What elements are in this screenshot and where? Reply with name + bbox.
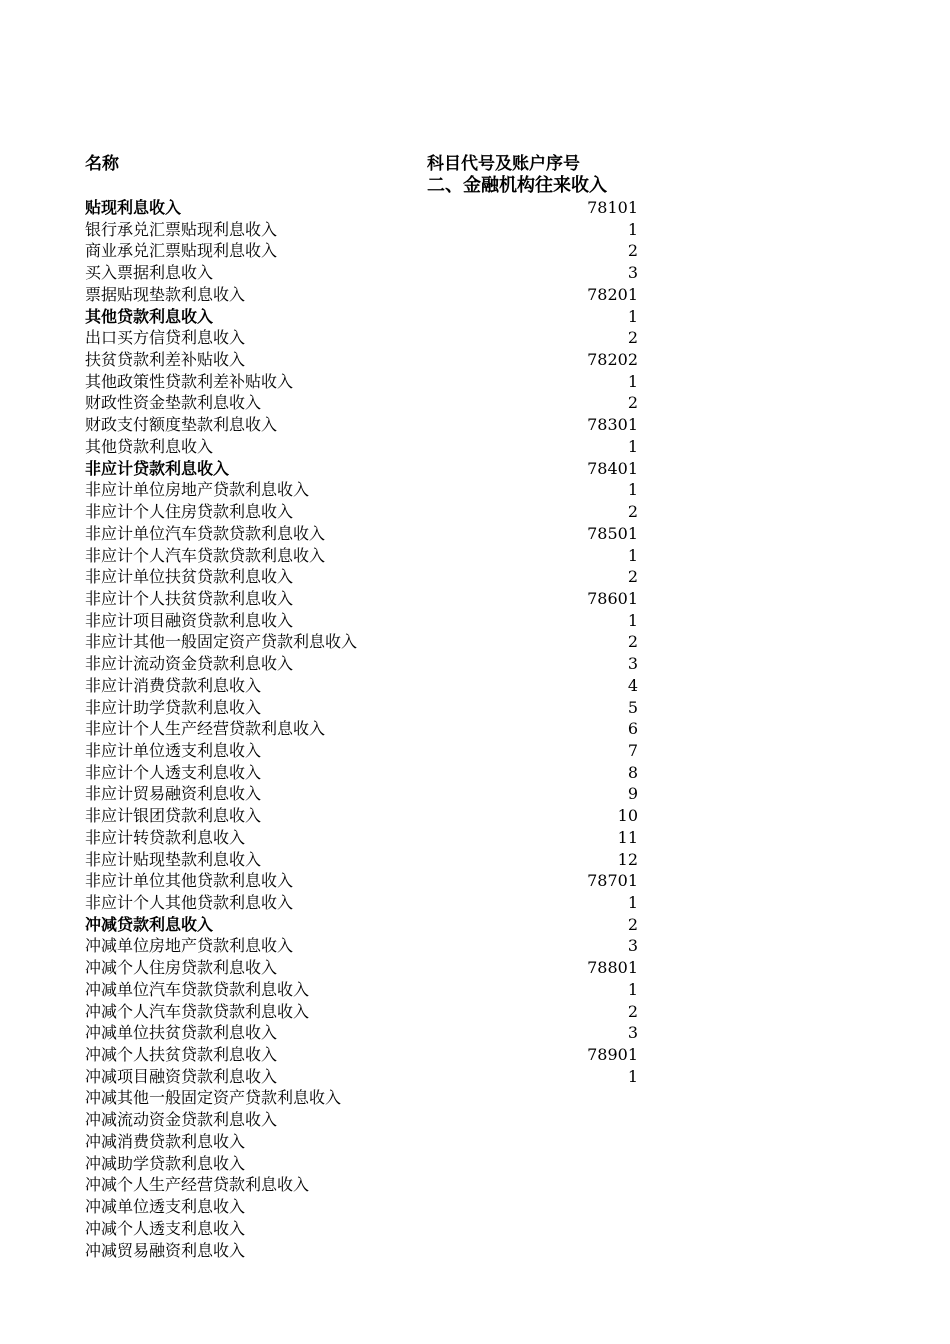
account-code: 78801 [587,958,638,978]
account-name: 票据贴现垫款利息收入 [85,284,246,304]
account-name: 冲减单位汽车贷款贷款利息收入 [85,979,310,999]
account-code: 1 [627,979,638,999]
account-name: 冲减个人透支利息收入 [85,1218,246,1238]
account-code: 2 [627,393,638,413]
account-name: 非应计单位透支利息收入 [85,740,262,760]
account-code: 78401 [587,458,638,478]
account-code: 1 [627,436,638,456]
account-name: 其他贷款利息收入 [85,436,214,456]
category-name: 冲减贷款利息收入 [85,914,214,934]
account-name: 非应计贸易融资利息收入 [85,784,262,804]
account-code: 9 [627,784,638,804]
account-name: 买入票据利息收入 [85,263,214,283]
account-code: 2 [627,241,638,261]
account-code: 1 [627,1066,638,1086]
account-name: 冲减助学贷款利息收入 [85,1153,246,1173]
category-name: 贴现利息收入 [85,198,182,217]
account-code: 11 [617,827,638,847]
account-name: 非应计个人透支利息收入 [85,762,262,782]
account-name: 冲减贸易融资利息收入 [85,1240,246,1260]
account-code: 78601 [587,588,638,608]
account-code: 78701 [587,871,638,891]
account-name: 非应计助学贷款利息收入 [85,697,262,717]
account-name: 冲减单位透支利息收入 [85,1197,246,1217]
account-name: 非应计转贷款利息收入 [85,827,246,847]
category-name: 其他贷款利息收入 [85,306,214,326]
account-code: 1 [627,610,638,630]
code-column [440,197,638,1087]
account-name: 冲减流动资金贷款利息收入 [85,1110,278,1130]
account-code: 4 [627,675,638,695]
account-name: 银行承兑汇票贴现利息收入 [85,219,278,239]
account-code: 3 [627,936,638,956]
account-name: 非应计消费贷款利息收入 [85,675,262,695]
account-name: 扶贫贷款利差补贴收入 [85,350,246,370]
account-code: 3 [627,263,638,283]
account-name: 非应计单位房地产贷款利息收入 [85,480,310,500]
account-code: 2 [627,502,638,522]
account-name: 非应计个人其他贷款利息收入 [85,893,294,912]
account-name: 非应计流动资金贷款利息收入 [85,654,294,674]
account-name: 财政性资金垫款利息收入 [85,393,262,413]
account-name: 非应计银团贷款利息收入 [85,806,262,826]
account-code: 1 [627,219,638,239]
account-code: 78201 [587,284,638,304]
account-code: 12 [617,849,638,869]
account-name: 出口买方信贷利息收入 [85,328,246,348]
account-code: 78301 [587,415,638,435]
account-name: 冲减个人扶贫贷款利息收入 [85,1045,278,1065]
account-code: 2 [627,1001,638,1021]
account-code: 78101 [587,198,638,217]
account-name: 非应计单位扶贫贷款利息收入 [85,567,294,587]
account-name: 冲减消费贷款利息收入 [85,1131,246,1151]
account-code: 78901 [587,1045,638,1065]
account-name: 其他政策性贷款利差补贴收入 [85,371,294,391]
account-name: 冲减单位扶贫贷款利息收入 [85,1023,278,1043]
account-name: 冲减个人汽车贷款贷款利息收入 [85,1001,310,1021]
account-code: 6 [627,719,638,739]
account-name: 非应计个人汽车贷款贷款利息收入 [85,545,326,565]
category-name: 非应计贷款利息收入 [85,458,230,478]
account-name: 非应计个人扶贫贷款利息收入 [85,588,294,608]
account-code: 7 [627,740,638,760]
section-title: 二、金融机构往来收入 [427,175,607,196]
account-name: 冲减个人住房贷款利息收入 [85,958,278,978]
account-name: 非应计贴现垫款利息收入 [85,849,262,869]
account-name: 非应计项目融资贷款利息收入 [85,610,294,630]
account-code: 3 [627,654,638,674]
account-code: 3 [627,1023,638,1043]
account-name: 非应计单位汽车贷款贷款利息收入 [85,523,326,543]
account-code: 1 [627,480,638,500]
account-code: 1 [627,545,638,565]
account-name: 商业承兑汇票贴现利息收入 [85,241,278,261]
column-header-code: 科目代号及账户序号 [427,154,580,174]
name-column [85,197,415,1261]
account-code: 2 [627,567,638,587]
account-code: 78501 [587,523,638,543]
account-code: 1 [627,306,638,326]
account-code: 1 [627,371,638,391]
account-code: 2 [627,328,638,348]
column-header-name: 名称 [85,154,119,174]
account-name: 非应计个人住房贷款利息收入 [85,502,294,522]
account-name: 冲减个人生产经营贷款利息收入 [85,1175,310,1195]
account-code: 1 [627,893,638,912]
account-name: 财政支付额度垫款利息收入 [85,415,278,435]
account-code: 2 [627,632,638,652]
account-name: 冲减项目融资贷款利息收入 [85,1066,278,1086]
account-name: 非应计单位其他贷款利息收入 [85,871,294,891]
account-code: 78202 [587,350,638,370]
account-name: 冲减单位房地产贷款利息收入 [85,936,294,956]
account-code: 8 [627,762,638,782]
account-code: 10 [617,806,638,826]
account-name: 非应计其他一般固定资产贷款利息收入 [85,632,358,652]
account-name: 冲减其他一般固定资产贷款利息收入 [85,1088,342,1108]
account-code: 2 [627,914,638,934]
account-code: 5 [627,697,638,717]
account-name: 非应计个人生产经营贷款利息收入 [85,719,326,739]
